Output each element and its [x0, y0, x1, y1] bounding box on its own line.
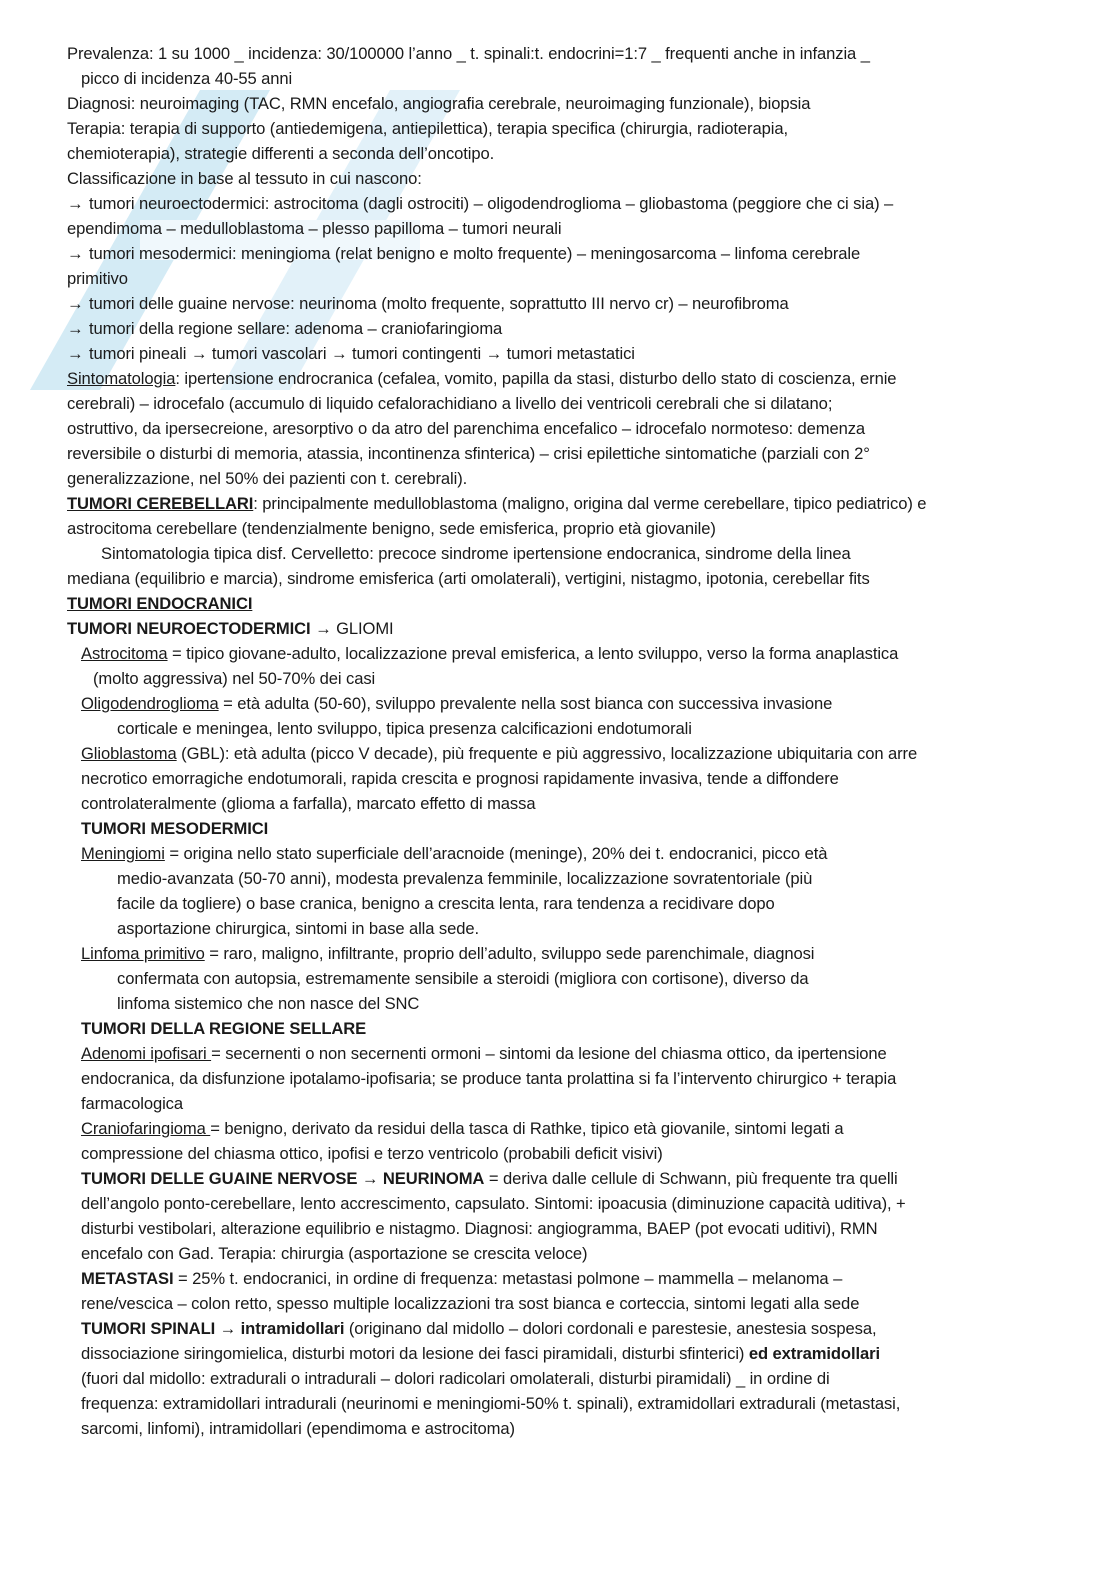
term: Adenomi ipofisari	[81, 1044, 212, 1063]
arrow-right-icon: →	[67, 194, 84, 213]
term: Oligodendroglioma	[81, 694, 219, 713]
text-line: ostruttivo, da ipersecreione, aresorptivo o da atro del parenchima encefalico – idrocefalo normoteso: demenza	[67, 419, 866, 438]
list-item: → tumori mesodermici: meningioma (relat benigno e molto frequente) – meningosarcoma – linfoma cerebrale	[67, 241, 1052, 266]
arrow-right-icon: →	[67, 344, 84, 363]
text-line: necrotico emorragiche endotumorali, rapida crescita e prognosi rapidamente invasiva, tende a diffondere	[81, 769, 839, 788]
arrow-right-icon: →	[361, 1169, 379, 1188]
text-line: linfoma sistemico che non nasce del SNC	[117, 994, 420, 1013]
text-line: farmacologica	[81, 1094, 183, 1113]
text-line: cerebrali) – idrocefalo (accumulo di liquido cefalorachidiano a livello dei ventricoli cerebrali che si dilatano;	[67, 394, 833, 413]
subsection-heading: METASTASI	[81, 1269, 174, 1288]
text-line: generalizzazione, nel 50% dei pazienti con t. cerebrali).	[67, 469, 468, 488]
text-line: TUMORI NEUROECTODERMICI → GLIOMI	[67, 619, 394, 638]
text-line: dissociazione siringomielica, disturbi motori da lesione dei fasci piramidali, disturbi sfinterici) ed extramidollari	[81, 1344, 880, 1363]
text-line: astrocitoma cerebellare (tendenzialmente benigno, sede emisferica, proprio età giovanile)	[67, 519, 716, 538]
term: Meningiomi	[81, 844, 165, 863]
text-line: chemioterapia), strategie differenti a seconda dell’oncotipo.	[67, 144, 495, 163]
arrow-right-icon: →	[315, 619, 332, 638]
document-page	[67, 41, 1052, 1441]
text-line: Sintomatologia: ipertensione endrocranica (cefalea, vomito, papilla da stasi, disturbo dello stato di coscienza, ernie	[67, 369, 897, 388]
text-line: primitivo	[67, 269, 128, 288]
text-line: Prevalenza: 1 su 1000 _ incidenza: 30/100000 l’anno _ t. spinali:t. endocrini=1:7 _ frequenti anche in infanzia _	[67, 44, 870, 63]
text-line: Terapia: terapia di supporto (antiedemigena, antiepilettica), terapia specifica (chirurgia, radioterapia,	[67, 119, 788, 138]
text-line: (molto aggressiva) nel 50-70% dei casi	[93, 669, 376, 688]
text-line: dell’angolo ponto-cerebellare, lento accrescimento, capsulato. Sintomi: ipoacusia (diminuzione capacità uditiva), +	[81, 1194, 906, 1213]
text-line: sarcomi, linfomi), intramidollari (ependimoma e astrocitoma)	[81, 1419, 515, 1438]
list-item: → tumori delle guaine nervose: neurinoma (molto frequente, soprattutto III nervo cr) – neurofibroma	[67, 291, 1052, 316]
text-line: Classificazione in base al tessuto in cui nascono:	[67, 169, 422, 188]
section-heading: TUMORI ENDOCRANICI	[67, 594, 253, 613]
text-line: rene/vescica – colon retto, spesso multiple localizzazioni tra sost bianca e corteccia, sintomi legati alla sede	[81, 1294, 860, 1313]
text-line: TUMORI CEREBELLARI: principalmente medulloblastoma (maligno, origina dal verme cerebellare, tipico pediatrico) e	[67, 494, 927, 513]
arrow-right-icon: →	[330, 344, 348, 363]
text-line: TUMORI SPINALI → intramidollari (originano dal midollo – dolori cordonali e parestesie, anestesia sospesa,	[81, 1319, 877, 1338]
text-line: picco di incidenza 40-55 anni	[81, 69, 293, 88]
text-line: controlateralmente (glioma a farfalla), marcato effetto di massa	[81, 794, 536, 813]
text-line: compressione del chiasma ottico, ipofisi e terzo ventricolo (probabili deficit visivi)	[81, 1144, 663, 1163]
section-heading: TUMORI CEREBELLARI	[67, 494, 254, 513]
text-line: facile da togliere) o base cranica, benigno a crescita lenta, rara tendenza a recidivare dopo	[117, 894, 775, 913]
text-line: ependimoma – medulloblastoma – plesso papilloma – tumori neurali	[67, 219, 562, 238]
subsection-heading: TUMORI MESODERMICI	[81, 819, 269, 838]
arrow-right-icon: →	[67, 319, 84, 338]
text-line: frequenza: extramidollari intradurali (neurinomi e meningiomi-50% t. spinali), extramidollari extradurali (metastasi,	[81, 1394, 901, 1413]
text-line: corticale e meningea, lento sviluppo, tipica presenza calcificazioni endotumorali	[117, 719, 692, 738]
text-line: endocranica, da disfunzione ipotalamo-ipofisaria; se produce tanta prolattina si fa l’intervento chirurgico + terapia	[81, 1069, 897, 1088]
term: Craniofaringioma	[81, 1119, 211, 1138]
subsection-heading: TUMORI NEUROECTODERMICI	[67, 619, 311, 638]
text-line: confermata con autopsia, estremamente sensibile a steroidi (migliora con cortisone), diverso da	[117, 969, 809, 988]
text-line: asportazione chirurgica, sintomi in base alla sede.	[117, 919, 480, 938]
term: Linfoma primitivo	[81, 944, 205, 963]
text-line: (fuori dal midollo: extradurali o intradurali – dolori radicolari omolaterali, disturbi piramidali) _ in ordine di	[81, 1369, 830, 1388]
text-line: Oligodendroglioma = età adulta (50-60), sviluppo prevalente nella sost bianca con successiva invasione	[81, 694, 833, 713]
text-line: Astrocitoma = tipico giovane-adulto, localizzazione preval emisferica, a lento sviluppo, verso la forma anaplastica	[81, 644, 899, 663]
section-heading: Sintomatologia	[67, 369, 176, 388]
subsection-heading: TUMORI DELLA REGIONE SELLARE	[81, 1019, 367, 1038]
text-line: encefalo con Gad. Terapia: chirurgia (asportazione se crescita veloce)	[81, 1244, 588, 1263]
text-line: Craniofaringioma = benigno, derivato da residui della tasca di Rathke, tipico età giovanile, sintomi legati a	[81, 1119, 844, 1138]
text-line: reversibile o disturbi di memoria, atassia, incontinenza sfinterica) – crisi epilettiche sintomatiche (parziali con 2°	[67, 444, 870, 463]
text-line: Diagnosi: neuroimaging (TAC, RMN encefalo, angiografia cerebrale, neuroimaging funzionale), biopsia	[67, 94, 811, 113]
arrow-right-icon: →	[219, 1319, 237, 1338]
arrow-right-icon: →	[67, 244, 84, 263]
term: Astrocitoma	[81, 644, 168, 663]
arrow-right-icon: →	[190, 344, 208, 363]
list-item: → tumori neuroectodermici: astrocitoma (dagli ostrociti) – oligodendroglioma – gliobastoma (peggiore che ci sia) –	[67, 191, 1052, 216]
list-item: → tumori pineali → tumori vascolari → tumori contingenti → tumori metastatici	[67, 341, 1052, 366]
term: Glioblastoma	[81, 744, 177, 763]
subsection-heading: TUMORI SPINALI	[81, 1319, 216, 1338]
text-line: Sintomatologia tipica disf. Cervelletto: precoce sindrome ipertensione endocranica, sindrome della linea	[101, 544, 851, 563]
list-item: → tumori della regione sellare: adenoma – craniofaringioma	[67, 316, 1052, 341]
text-line: disturbi vestibolari, alterazione equilibrio e nistagmo. Diagnosi: angiogramma, BAEP (pot evocati uditivi), RMN	[81, 1219, 878, 1238]
text-line: Meningiomi = origina nello stato superficiale dell’aracnoide (meninge), 20% dei t. endocranici, picco età	[81, 844, 828, 863]
text-line: mediana (equilibrio e marcia), sindrome emisferica (arti omolaterali), vertigini, nistagmo, ipotonia, cerebellar fits	[67, 569, 870, 588]
text-line: Linfoma primitivo = raro, maligno, infiltrante, proprio dell’adulto, sviluppo sede parenchimale, diagnosi	[81, 944, 815, 963]
text-line: medio-avanzata (50-70 anni), modesta prevalenza femminile, localizzazione sovratentoriale (più	[117, 869, 813, 888]
subsection-heading: TUMORI DELLE GUAINE NERVOSE	[81, 1169, 358, 1188]
text-line: TUMORI DELLE GUAINE NERVOSE → NEURINOMA = deriva dalle cellule di Schwann, più frequente tra quelli	[81, 1169, 898, 1188]
text-line: METASTASI = 25% t. endocranici, in ordine di frequenza: metastasi polmone – mammella – melanoma –	[81, 1269, 843, 1288]
arrow-right-icon: →	[67, 294, 84, 313]
arrow-right-icon: →	[485, 344, 503, 363]
text-line: Adenomi ipofisari = secernenti o non secernenti ormoni – sintomi da lesione del chiasma ottico, da ipertensione	[81, 1044, 887, 1063]
text-line: Glioblastoma (GBL): età adulta (picco V decade), più frequente e più aggressivo, localizzazione ubiquitaria con arre	[81, 744, 918, 763]
